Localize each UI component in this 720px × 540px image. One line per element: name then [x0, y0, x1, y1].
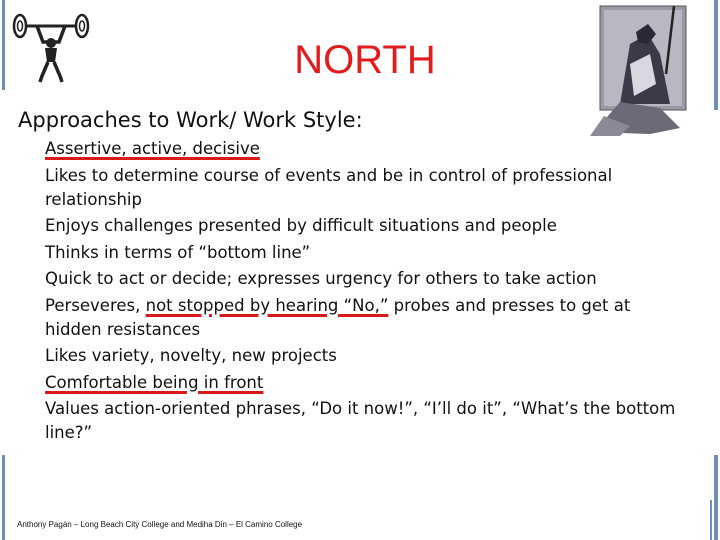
footer-credit: Anthony Pagán – Long Beach City College and Mediha Din – El Camino College — [17, 520, 303, 529]
right-accent-rail — [712, 0, 720, 540]
bullet-text: Likes variety, novelty, new projects — [45, 346, 337, 365]
bullet-item — [45, 371, 685, 395]
bullet-item — [45, 267, 685, 291]
slide-title: NORTH — [294, 38, 436, 82]
bullet-item — [45, 344, 685, 368]
right-accent-bar-top — [714, 0, 718, 110]
bullet-text: Quick to act or decide; expresses urgency for others to take action — [45, 269, 597, 288]
bullet-text: Perseveres, — [45, 295, 146, 315]
underlined-text: Comfortable being in front — [45, 372, 264, 392]
samurai-clipart — [590, 4, 688, 136]
bullet-item — [45, 294, 685, 342]
bullet-item — [45, 164, 685, 212]
bullet-item — [45, 241, 685, 265]
bullet-text: Thinks in terms of “bottom line” — [45, 242, 311, 262]
bullet-item — [45, 397, 685, 445]
underlined-text: not stopped by hearing “No,” — [145, 295, 389, 315]
left-accent-rail — [0, 0, 6, 540]
right-accent-bar-thin — [710, 500, 712, 540]
bullet-text: probes and presses to get at hidden resistances — [45, 295, 631, 339]
bullet-text: Enjoys challenges presented by difficult situations and people — [45, 216, 557, 235]
left-accent-bar-bottom — [2, 455, 5, 540]
bullet-item — [45, 137, 685, 161]
bullet-list — [45, 137, 685, 448]
left-accent-bar-top — [2, 0, 5, 90]
right-accent-bar-bottom — [714, 455, 718, 540]
underlined-text: Assertive, active, decisive — [45, 139, 260, 158]
section-heading: Approaches to Work/ Work Style: — [18, 108, 363, 132]
weightlifter-icon — [12, 10, 90, 86]
bullet-text: Likes to determine course of events and be in control of professional relationship — [45, 165, 613, 209]
bullet-item — [45, 214, 685, 238]
bullet-text: Values action-oriented phrases, “Do it now!”, “I’ll do it”, “What’s the bottom line?” — [45, 399, 676, 442]
